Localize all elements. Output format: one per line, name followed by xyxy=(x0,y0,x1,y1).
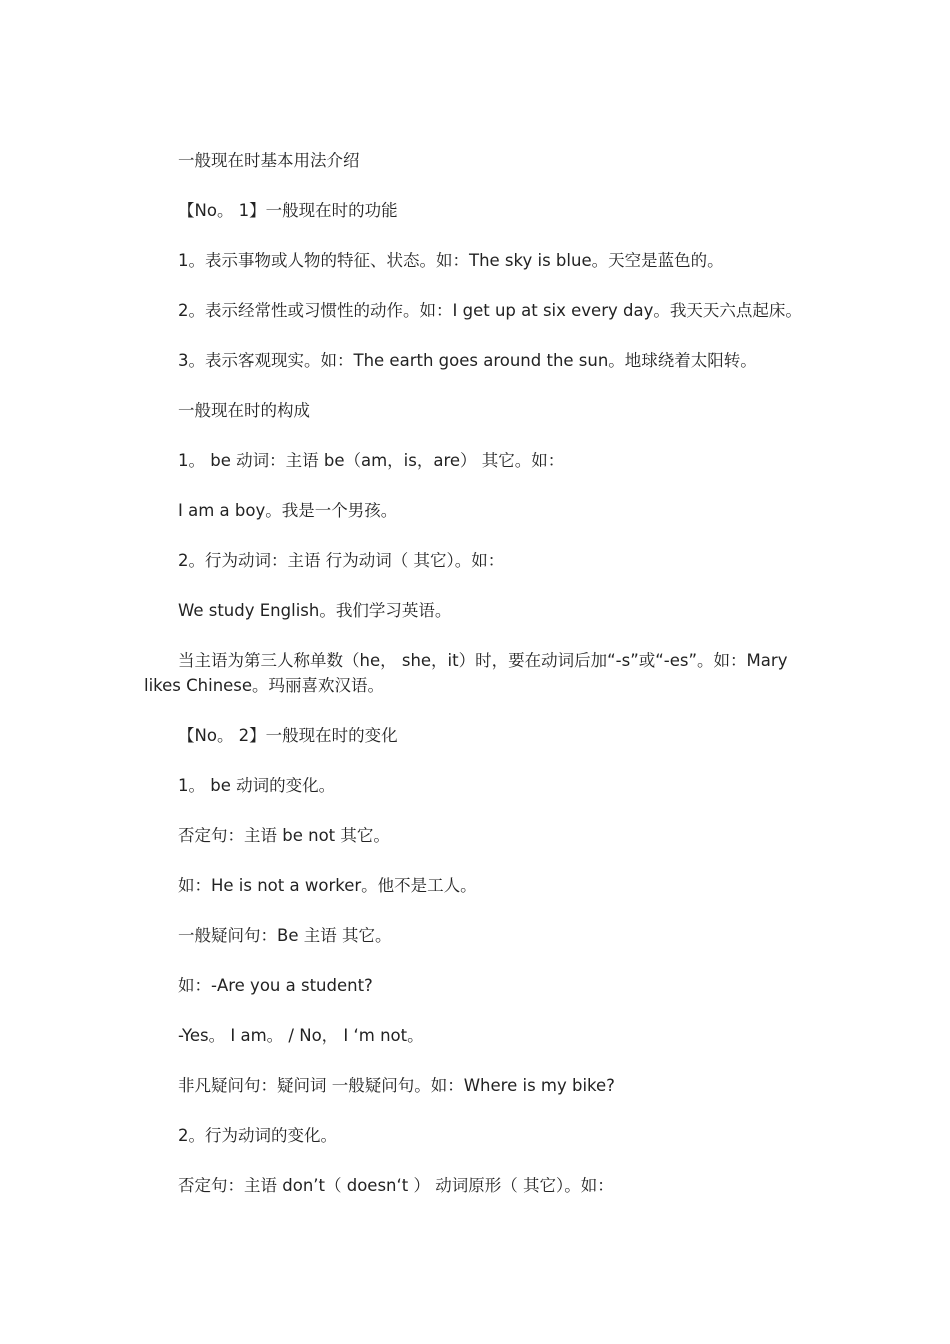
example-sentence: 如：He is not a worker。他不是工人。 xyxy=(178,876,477,895)
paragraph: 2。表示经常性或习惯性的动作。如：I get up at six every day。我天天六点起床。 xyxy=(178,301,802,320)
section-heading-no2: 【No。 2】一般现在时的变化 xyxy=(178,726,398,745)
paragraph: 否定句：主语 be not 其它。 xyxy=(178,826,390,845)
paragraph: 1。 be 动词的变化。 xyxy=(178,776,336,795)
paragraph: 1。表示事物或人物的特征、状态。如：The sky is blue。天空是蓝色的。 xyxy=(178,251,724,270)
example-sentence: We study English。我们学习英语。 xyxy=(178,601,452,620)
paragraph: 否定句：主语 don’t（ doesn‘t ） 动词原形（ 其它）。如： xyxy=(178,1176,614,1195)
paragraph: 一般疑问句：Be 主语 其它。 xyxy=(178,926,392,945)
paragraph: 3。表示客观现实。如：The earth goes around the sun。地球绕着太阳转。 xyxy=(178,351,757,370)
paragraph: 非凡疑问句：疑问词 一般疑问句。如：Where is my bike? xyxy=(178,1076,615,1095)
doc-title: 一般现在时基本用法介绍 xyxy=(178,151,360,170)
paragraph-third-person: 当主语为第三人称单数（he， she，it）时，要在动词后加“-s”或“-es”。如：Mary likes Chinese。玛丽喜欢汉语。 xyxy=(144,651,788,695)
paragraph: 2。行为动词：主语 行为动词（ 其它）。如： xyxy=(178,551,505,570)
section-heading-no1: 【No。 1】一般现在时的功能 xyxy=(178,201,398,220)
example-sentence: 如：-Are you a student? xyxy=(178,976,373,995)
example-sentence: I am a boy。我是一个男孩。 xyxy=(178,501,398,520)
paragraph: 2。行为动词的变化。 xyxy=(178,1126,337,1145)
subheading-structure: 一般现在时的构成 xyxy=(178,401,310,420)
paragraph: 1。 be 动词：主语 be（am，is，are） 其它。如： xyxy=(178,451,565,470)
document-body xyxy=(144,148,810,1223)
example-sentence: -Yes。 I am。 / No， I ‘m not。 xyxy=(178,1026,424,1045)
